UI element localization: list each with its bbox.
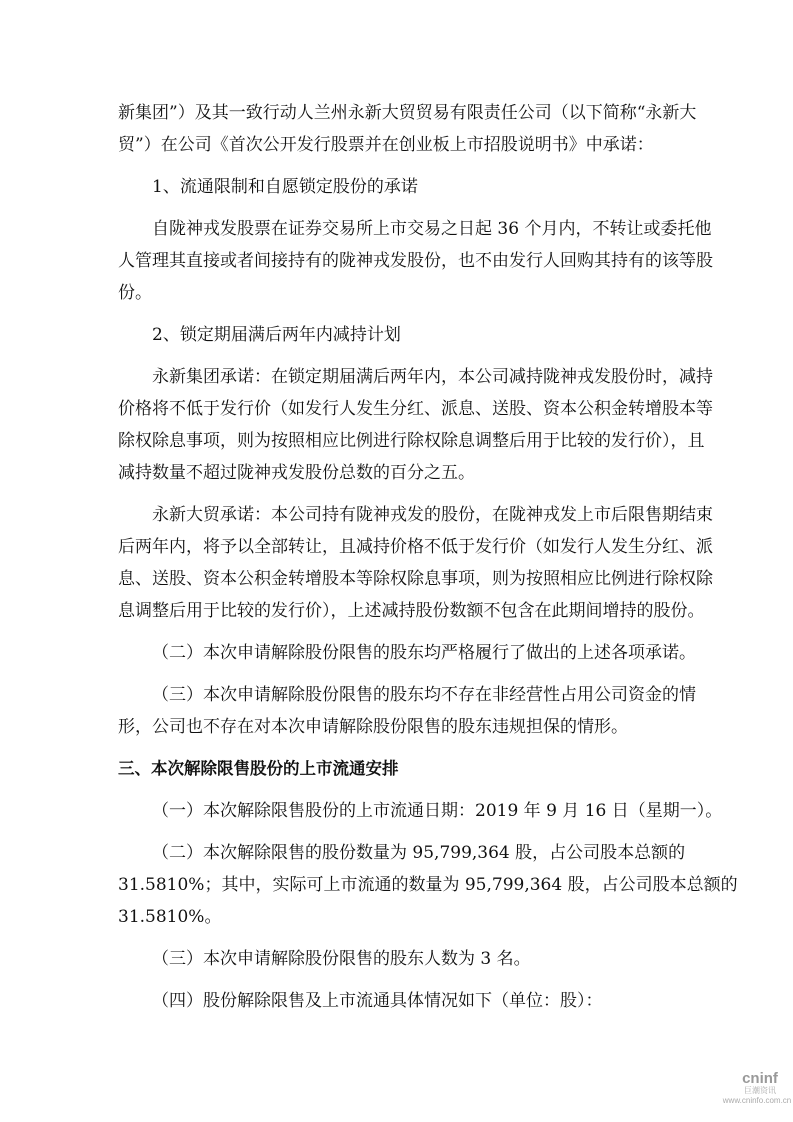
text-line: 息调整后用于比较的发行价），上述减持股份数额不包含在此期间增持的股份。 — [118, 601, 705, 621]
text-line: 三、本次解除限售股份的上市流通安排 — [118, 759, 399, 778]
text-line: 1、流通限制和自愿锁定股份的承诺 — [152, 177, 418, 197]
document-body — [118, 97, 738, 1027]
paragraph — [118, 97, 697, 161]
text-line: 除权除息事项，则为按照相应比例进行除权除息调整后用于比较的发行价），且 — [118, 431, 705, 451]
text-line: 份。 — [118, 283, 152, 303]
paragraph — [118, 171, 677, 203]
paragraph — [118, 499, 713, 627]
paragraph — [118, 213, 713, 309]
logo-cn-name: 巨潮资讯 — [744, 1086, 776, 1095]
cninfo-watermark-logo — [722, 1070, 793, 1106]
paragraph — [118, 943, 677, 975]
text-line: （三）本次申请解除股份限售的股东人数为 3 名。 — [152, 949, 531, 969]
text-line: 永新集团承诺：在锁定期届满后两年内，本公司减持陇神戎发股份时，减持 — [152, 367, 713, 387]
text-line: （二）本次申请解除股份限售的股东均严格履行了做出的上述各项承诺。 — [152, 643, 696, 663]
paragraph — [118, 795, 723, 827]
text-line: （四）股份解除限售及上市流通具体情况如下（单位：股）： — [152, 991, 603, 1011]
text-line: 价格将不低于发行价（如发行人发生分红、派息、送股、资本公积金转增股本等 — [118, 399, 713, 419]
text-line: 人管理其直接或者间接持有的陇神戎发股份，也不由发行人回购其持有的该等股 — [118, 251, 713, 271]
paragraph — [118, 319, 677, 351]
paragraph — [118, 679, 696, 743]
text-line: 31.5810%；其中，实际可上市流通的数量为 95,799,364 股，占公司股本总额的 — [118, 875, 738, 895]
paragraph — [118, 637, 696, 669]
text-line: 贸”）在公司《首次公开发行股票并在创业板上市招股说明书》中承诺： — [118, 135, 654, 155]
logo-url: www.cninfo.com.cn — [722, 1096, 792, 1105]
section-heading — [118, 753, 677, 785]
text-line: 永新大贸承诺：本公司持有陇神戎发的股份，在陇神戎发上市后限售期结束 — [152, 505, 713, 525]
text-line: 自陇神戎发股票在证券交易所上市交易之日起 36 个月内，不转让或委托他 — [152, 219, 712, 239]
paragraph — [118, 985, 677, 1017]
text-line: 息、送股、资本公积金转增股本等除权除息事项，则为按照相应比例进行除权除 — [118, 569, 713, 589]
text-line: （一）本次解除限售股份的上市流通日期：2019 年 9 月 16 日（星期一）。 — [152, 801, 723, 821]
paragraph — [118, 837, 738, 933]
text-line: （三）本次申请解除股份限售的股东均不存在非经营性占用公司资金的情 — [152, 685, 696, 705]
text-line: 减持数量不超过陇神戎发股份总数的百分之五。 — [118, 463, 475, 483]
text-line: （二）本次解除限售的股份数量为 95,799,364 股，占公司股本总额的 — [152, 843, 686, 863]
text-line: 形，公司也不存在对本次申请解除股份限售的股东违规担保的情形。 — [118, 717, 628, 737]
text-line: 2、锁定期届满后两年内减持计划 — [152, 325, 401, 345]
text-line: 31.5810%。 — [118, 907, 222, 927]
text-line: 后两年内，将予以全部转让，且减持价格不低于发行价（如发行人发生分红、派 — [118, 537, 713, 557]
logo-brand: cninf — [742, 1070, 778, 1087]
text-line: 新集团”）及其一致行动人兰州永新大贸贸易有限责任公司（以下简称“永新大 — [118, 103, 697, 123]
paragraph — [118, 361, 713, 489]
